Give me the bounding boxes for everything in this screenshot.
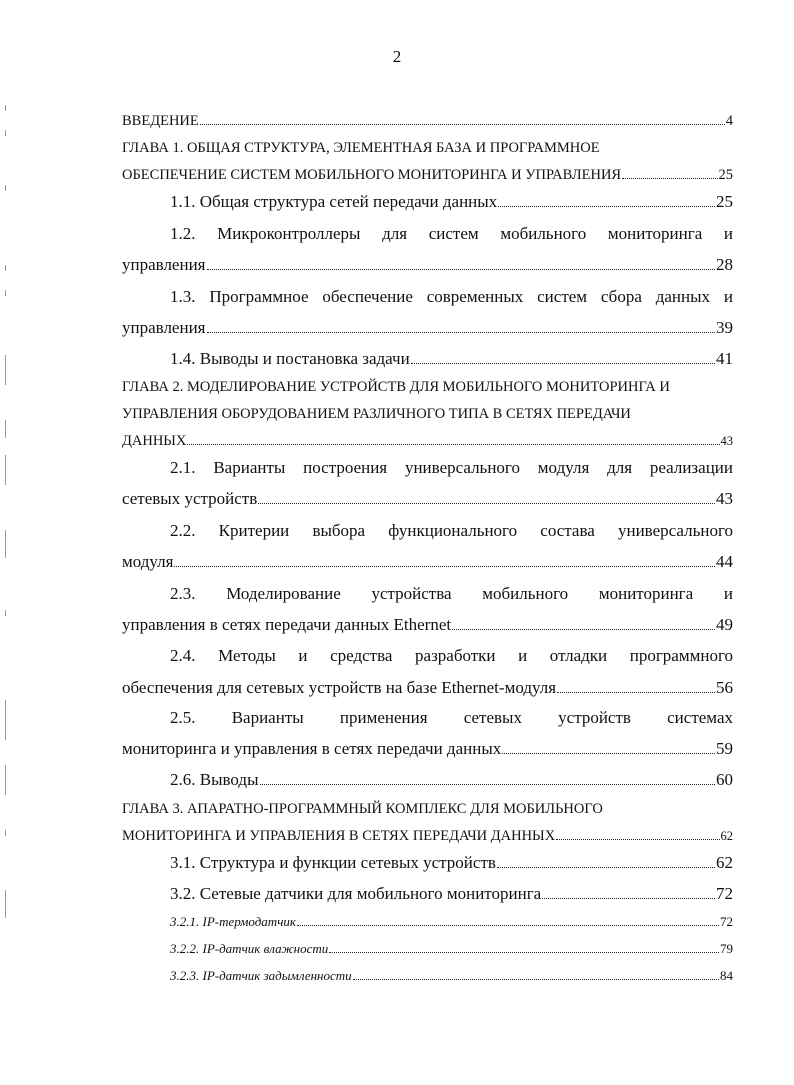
toc-page-number: 44 [716, 552, 733, 571]
page-number: 2 [392, 47, 402, 66]
dot-leader [207, 331, 716, 333]
scan-artifact [5, 890, 10, 918]
toc-entry-3-2-1 [170, 912, 733, 932]
toc-entry-title: ГЛАВА 1. ОБЩАЯ СТРУКТУРА, ЭЛЕМЕНТНАЯ БАЗА И ПРОГРАММНОЕ [122, 140, 600, 156]
toc-entry-2-3-line1: 2.3. Моделирование устройства мобильного мониторинга и [170, 584, 733, 603]
toc-entry-2-4-line1: 2.4. Методы и средства разработки и отладки программного [170, 646, 733, 665]
dot-leader [556, 838, 719, 840]
toc-entry-title: 2.6. Выводы [170, 770, 259, 789]
toc-chapter-2-line3 [122, 431, 733, 451]
toc-entry-title: 3.1. Структура и функции сетевых устройств [170, 853, 496, 872]
toc-page-number: 79 [720, 941, 733, 956]
scan-artifact [5, 610, 10, 616]
toc-entry-title: ОБЕСПЕЧЕНИЕ СИСТЕМ МОБИЛЬНОГО МОНИТОРИНГА И УПРАВЛЕНИЯ [122, 167, 622, 183]
toc-page-number: 60 [716, 770, 733, 789]
toc-chapter-3-line2 [122, 826, 733, 846]
toc-entry-title: УПРАВЛЕНИЯ ОБОРУДОВАНИЕМ РАЗЛИЧНОГО ТИПА В СЕТЯХ ПЕРЕДАЧИ [122, 406, 631, 422]
toc-entry-title: сетевых устройств [122, 489, 258, 508]
toc-page-number: 25 [716, 192, 733, 211]
toc-entry-title: управления [122, 255, 206, 274]
toc-chapter-3-line1 [122, 799, 733, 819]
dot-leader [174, 565, 715, 567]
dot-leader [258, 502, 715, 504]
toc-page-number: 4 [725, 113, 733, 129]
toc-entry-1-2-line2 [122, 255, 733, 275]
scan-artifact [5, 105, 10, 111]
toc-entry-title: обеспечения для сетевых устройств на базе Ethernet-модуля [122, 678, 557, 697]
toc-page-number: 62 [720, 829, 733, 843]
toc-page-number: 28 [716, 255, 733, 274]
toc-page-number: 41 [716, 349, 733, 368]
toc-entry-1-3-line1: 1.3. Программное обеспечение современных систем сбора данных и [170, 287, 733, 306]
toc-entry-3-2 [170, 884, 733, 904]
scan-artifact [5, 530, 10, 558]
toc-page-number: 72 [716, 884, 733, 903]
toc-entry-title: мониторинга и управления в сетях передачи данных [122, 739, 502, 758]
toc-chapter-2-line2 [122, 404, 733, 424]
toc-entry-title: 3.2.1. IP-термодатчик [170, 914, 296, 929]
toc-entry-title: 3.2.3. IP-датчик задымленности [170, 968, 352, 983]
scan-artifact [5, 455, 10, 485]
dot-leader [187, 443, 719, 445]
dot-leader [200, 123, 725, 125]
dot-leader [502, 752, 715, 754]
toc-entry-intro [122, 111, 733, 131]
toc-entry-2-2-line2 [122, 552, 733, 572]
scan-artifact [5, 700, 10, 740]
toc-entry-title: управления в сетях передачи данных Ethernet [122, 615, 452, 634]
toc-page-number: 62 [716, 853, 733, 872]
toc-page-number: 49 [716, 615, 733, 634]
toc-entry-2-6 [170, 770, 733, 790]
dot-leader [297, 924, 719, 926]
scan-artifact [5, 265, 10, 271]
scan-artifact [5, 290, 10, 296]
toc-entry-title: модуля [122, 552, 174, 571]
toc-entry-2-3-line2 [122, 615, 733, 635]
toc-page-number: 56 [716, 678, 733, 697]
toc-entry-3-2-2 [170, 939, 733, 959]
scan-artifact [5, 130, 10, 136]
toc-entry-2-1-line1: 2.1. Варианты построения универсального модуля для реализации [170, 458, 733, 477]
toc-entry-1-2-line1: 1.2. Микроконтроллеры для систем мобильного мониторинга и [170, 224, 733, 243]
toc-entry-title: ВВЕДЕНИЕ [122, 113, 199, 129]
toc-entry-title: 3.2. Сетевые датчики для мобильного мониторинга [170, 884, 542, 903]
toc-entry-title: 1.1. Общая структура сетей передачи данных [170, 192, 498, 211]
toc-entry-title: 1.4. Выводы и постановка задачи [170, 349, 410, 368]
scan-artifact [5, 185, 10, 191]
toc-entry-1-3-line2 [122, 318, 733, 338]
toc-entry-3-1 [170, 853, 733, 873]
dot-leader [329, 951, 719, 953]
scan-artifact [5, 830, 10, 836]
dot-leader [452, 628, 715, 630]
toc-entry-2-1-line2 [122, 489, 733, 509]
scan-artifact [5, 355, 10, 385]
dot-leader [622, 177, 717, 179]
toc-entry-1-1 [170, 192, 733, 212]
toc-entry-title: МОНИТОРИНГА И УПРАВЛЕНИЯ В СЕТЯХ ПЕРЕДАЧИ ДАННЫХ [122, 828, 556, 844]
dot-leader [207, 268, 716, 270]
toc-entry-1-4 [170, 349, 733, 369]
dot-leader [542, 897, 715, 899]
dot-leader [557, 691, 715, 693]
toc-page-number: 84 [720, 968, 733, 983]
toc-chapter-1-line2 [122, 165, 733, 185]
toc-page-number: 59 [716, 739, 733, 758]
dot-leader [498, 205, 715, 207]
dot-leader [353, 978, 719, 980]
toc-entry-2-5-line1: 2.5. Варианты применения сетевых устройств системах [170, 708, 733, 727]
toc-entry-title: управления [122, 318, 206, 337]
dot-leader [497, 866, 715, 868]
toc-page-number: 39 [716, 318, 733, 337]
toc-chapter-2-line1 [122, 377, 733, 397]
scan-artifact [5, 765, 10, 795]
toc-page-number: 25 [718, 167, 733, 183]
dot-leader [260, 783, 715, 785]
scan-artifact [5, 420, 10, 438]
toc-entry-title: ГЛАВА 2. МОДЕЛИРОВАНИЕ УСТРОЙСТВ ДЛЯ МОБИЛЬНОГО МОНИТОРИНГА И [122, 379, 670, 395]
toc-entry-3-2-3 [170, 966, 733, 986]
toc-entry-title: 3.2.2. IP-датчик влажности [170, 941, 329, 956]
toc-page-number: 43 [716, 489, 733, 508]
dot-leader [411, 362, 715, 364]
toc-entry-2-2-line1: 2.2. Критерии выбора функционального состава универсального [170, 521, 733, 540]
toc-page-number: 72 [720, 914, 733, 929]
toc-chapter-1-line1 [122, 138, 733, 158]
toc-page-number: 43 [720, 434, 733, 448]
toc-entry-2-5-line2 [122, 739, 733, 759]
toc-entry-title: ДАННЫХ [122, 433, 187, 449]
toc-entry-2-4-line2 [122, 678, 733, 698]
toc-entry-title: ГЛАВА 3. АПАРАТНО-ПРОГРАММНЫЙ КОМПЛЕКС ДЛЯ МОБИЛЬНОГО [122, 801, 603, 817]
